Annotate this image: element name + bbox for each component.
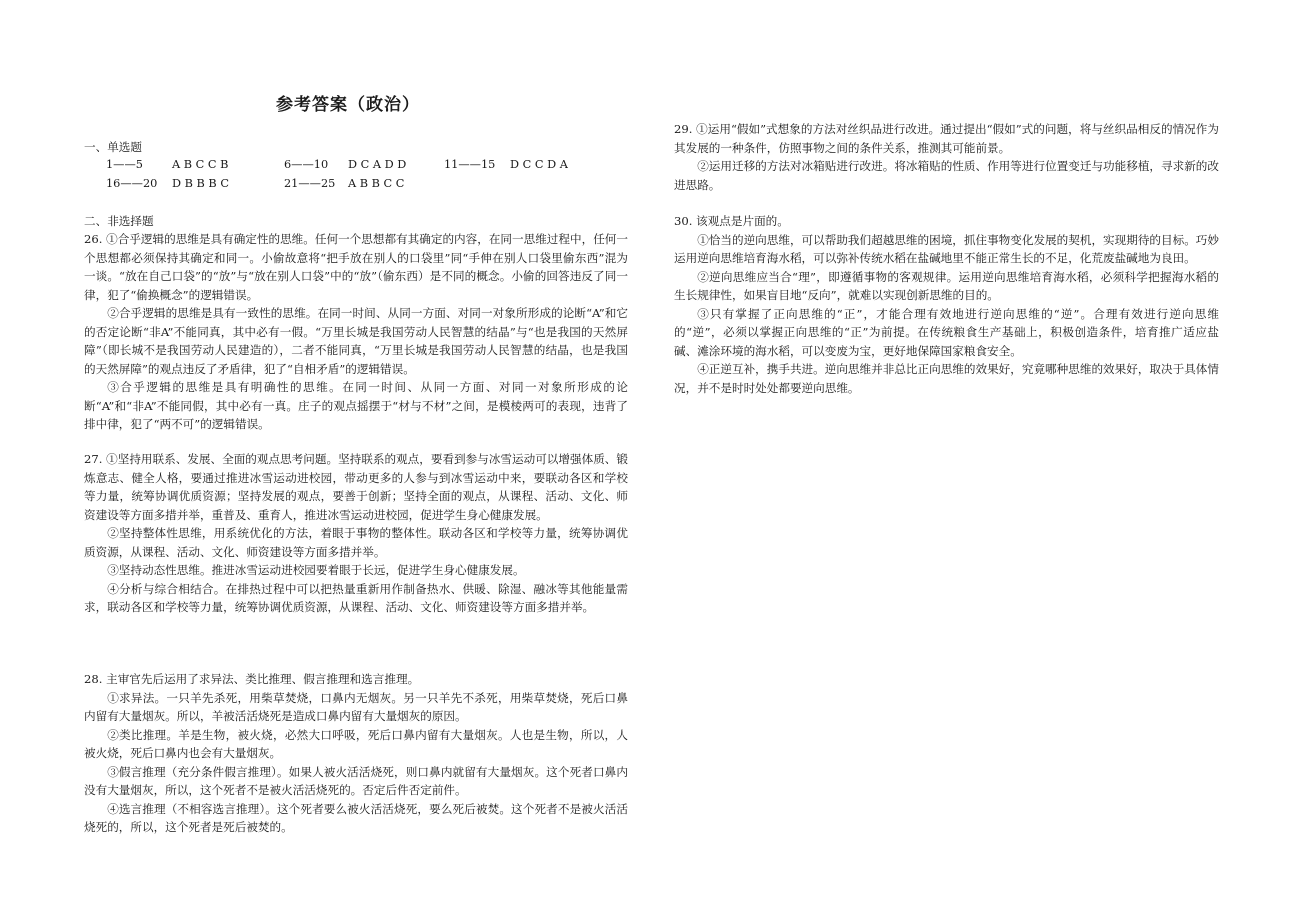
paragraph: ④分析与综合相结合。在排热过程中可以把热量重新用作制备热水、供暖、除湿、融冰等其他能量需求，联动各区和学校等力量，统筹协调优质资源，从课程、活动、文化、师资建设等方面多措并举。 xyxy=(84,581,628,614)
answer-letters: A B B C C xyxy=(348,177,405,190)
paragraph: ②合乎逻辑的思维是具有一致性的思维。在同一时间、从同一方面、对同一对象所形成的论断“A”和它的否定论断“非A”不能同真，其中必有一假。“万里长城是我国劳动人民智慧的结晶”与“也是我国的天然屏障”（即长城不是我国劳动人民建造的），二者不能同真，“万里长城是我国劳动人民智慧的结晶，也是我国的天然屏障”的观点违反了矛盾律，犯了“自相矛盾”的逻辑错误。 xyxy=(84,306,628,376)
answer-letters: D B B B C xyxy=(172,177,229,190)
question-26-answer xyxy=(84,230,628,434)
answer-range: 16——20 xyxy=(106,177,158,190)
answer-range: 1——5 xyxy=(106,158,143,171)
paragraph: ④正逆互补，携手共进。逆向思维并非总比正向思维的效果好，究竟哪种思维的效果好，取决于具体情况，并不是时时处处都要逆向思维。 xyxy=(674,362,1219,395)
answer-range: 11——15 xyxy=(444,158,496,171)
paragraph: ②运用迁移的方法对冰箱贴进行改进。将冰箱贴的性质、作用等进行位置变迁与功能移植，寻求新的改进思路。 xyxy=(674,159,1219,192)
question-27-answer xyxy=(84,450,628,617)
answer-row xyxy=(106,175,404,194)
answer-letters: D C A D D xyxy=(348,158,407,171)
question-29-answer xyxy=(674,120,1219,194)
section-heading-single-choice: 一、单选题 xyxy=(84,140,142,154)
paragraph: ④选言推理（不相容选言推理）。这个死者要么被火活活烧死，要么死后被焚。这个死者不是被火活活烧死的，所以，这个死者是死后被焚的。 xyxy=(84,801,628,834)
paragraph: ②坚持整体性思维，用系统优化的方法，着眼于事物的整体性。联动各区和学校等力量，统筹协调优质资源，从课程、活动、文化、师资建设等方面多措并举。 xyxy=(84,526,628,559)
paragraph: 30. 该观点是片面的。 xyxy=(674,214,789,228)
paragraph: ①求异法。一只羊先杀死，用柴草焚烧，口鼻内无烟灰。另一只羊先不杀死，用柴草焚烧，死后口鼻内留有大量烟灰。所以，羊被活活烧死是造成口鼻内留有大量烟灰的原因。 xyxy=(84,690,628,723)
paragraph: 29. ①运用“假如”式想象的方法对丝织品进行改进。通过提出“假如”式的问题，将与丝织品相反的情况作为其发展的一种条件，仿照事物之间的条件关系，推测其可能前景。 xyxy=(674,122,1219,155)
paragraph: ③坚持动态性思维。推进冰雪运动进校园要着眼于长远，促进学生身心健康发展。 xyxy=(107,563,525,577)
paragraph: 27. ①坚持用联系、发展、全面的观点思考问题。坚持联系的观点，要看到参与冰雪运动可以增强体质、锻炼意志、健全人格，要通过推进冰雪运动进校园，带动更多的人参与到冰雪运动中来，要联动各区和学校等力量，统筹协调优质资源；坚持发展的观点，要善于创新；坚持全面的观点，从课程、活动、文化、师资建设等方面多措并举，重普及、重育人，推进冰雪运动进校园，促进学生身心健康发展。 xyxy=(84,452,628,522)
answer-row xyxy=(106,156,568,175)
page-title: 参考答案（政治） xyxy=(276,95,420,115)
paragraph: ①恰当的逆向思维，可以帮助我们超越思维的困境，抓住事物变化发展的契机，实现期待的目标。巧妙运用逆向思维培育海水稻，可以弥补传统水稻在盐碱地里不能正常生长的不足，化荒废盐碱地为良田。 xyxy=(674,232,1219,265)
section-heading-non-choice: 二、非选择题 xyxy=(84,214,154,228)
question-30-answer xyxy=(674,212,1219,397)
paragraph: ③只有掌握了正向思维的“正”，才能合理有效地进行逆向思维的“逆”。合理有效进行逆向思维的“逆”，必须以掌握正向思维的“正”为前提。在传统粮食生产基础上，积极创造条件，培育推广适应盐碱、滩涂环境的海水稻，可以变废为宝，更好地保障国家粮食安全。 xyxy=(674,306,1219,358)
answer-range: 21——25 xyxy=(284,177,336,190)
paragraph: ②逆向思维应当合“理”，即遵循事物的客观规律。运用逆向思维培育海水稻，必须科学把握海水稻的生长规律性，如果盲目地“反向”，就难以实现创新思维的目的。 xyxy=(674,269,1219,302)
paragraph: 28. 主审官先后运用了求异法、类比推理、假言推理和选言推理。 xyxy=(84,672,420,686)
paragraph: ③合乎逻辑的思维是具有明确性的思维。在同一时间、从同一方面、对同一对象所形成的论断“A”和“非A”不能同假，其中必有一真。庄子的观点摇摆于“材与不材”之间，是模棱两可的表现，违背了排中律，犯了“两不可”的逻辑错误。 xyxy=(84,380,628,431)
paragraph: ②类比推理。羊是生物，被火烧，必然大口呼吸，死后口鼻内留有大量烟灰。人也是生物，所以，人被火烧，死后口鼻内也会有大量烟灰。 xyxy=(84,727,628,760)
answer-letters: D C C D A xyxy=(510,158,568,171)
question-28-answer xyxy=(84,670,628,834)
paragraph: ③假言推理（充分条件假言推理）。如果人被火活活烧死，则口鼻内就留有大量烟灰。这个死者口鼻内没有大量烟灰，所以，这个死者不是被火活活烧死的。否定后件否定前件。 xyxy=(84,764,628,797)
answer-range: 6——10 xyxy=(284,158,329,171)
paragraph: 26. ①合乎逻辑的思维是具有确定性的思维。任何一个思想都有其确定的内容，在同一思维过程中，任何一个思想都必须保持其确定和同一。小偷故意将“把手放在别人的口袋里”同“手伸在别人口袋里偷东西”混为一谈。“放在自己口袋”的“放”与“放在别人口袋”中的“放”（偷东西）是不同的概念。小偷的回答违反了同一律，犯了“偷换概念”的逻辑错误。 xyxy=(84,232,628,302)
answer-letters: A B C C B xyxy=(172,158,229,171)
